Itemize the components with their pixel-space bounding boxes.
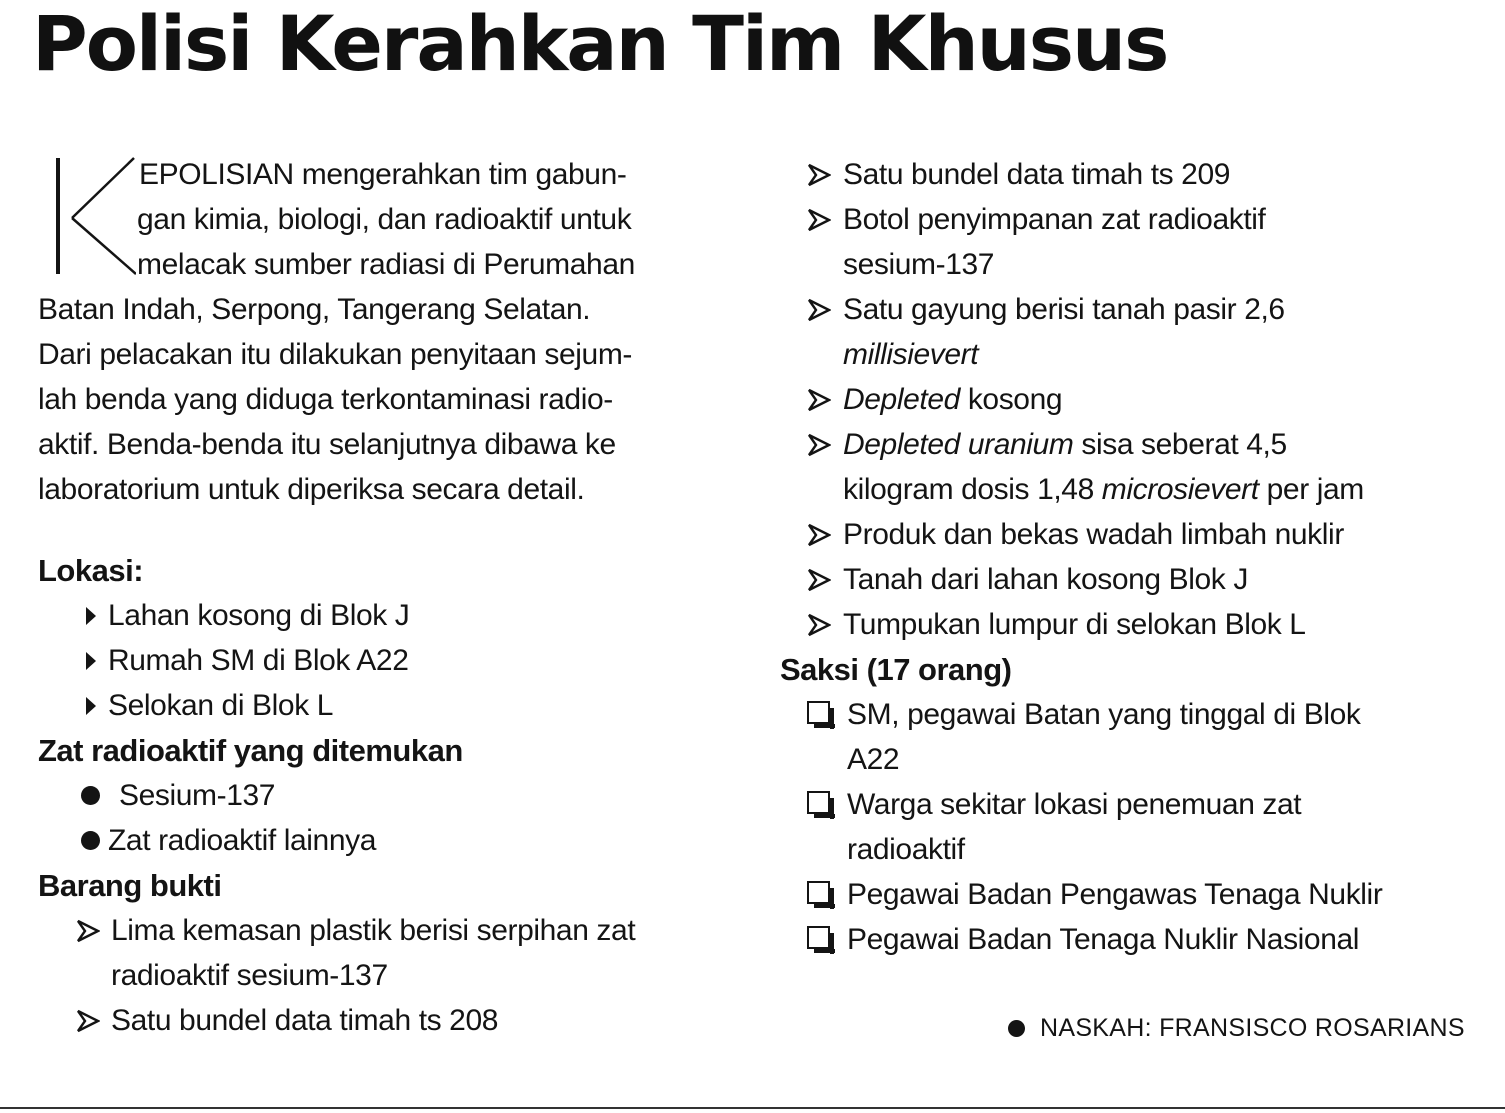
list-item [780,692,1480,782]
arrowhead-bullet-icon [807,208,831,232]
list-item [38,773,738,818]
arrowhead-bullet-icon [807,163,831,187]
item-text: Produk dan bekas wadah limbah nuklir [843,518,1344,551]
list-item [38,998,738,1043]
intro-line: aktif. Benda-benda itu selanjutnya dibawa ke [38,428,616,461]
intro-line: Batan Indah, Serpong, Tangerang Selatan. [38,293,591,326]
list-item [780,377,1480,422]
byline [1008,1014,1465,1043]
saksi-list [780,692,1480,962]
list-item [780,422,1480,512]
checkbox-bullet-icon [807,926,830,949]
bottom-rule [0,1107,1505,1109]
arrowhead-bullet-icon [807,433,831,457]
intro-line: gan kimia, biologi, dan radioaktif untuk [137,203,632,236]
item-text: Zat radioaktif lainnya [108,824,377,857]
intro-line: EPOLISIAN mengerahkan tim gabun- [139,158,627,191]
item-text: kosong [959,383,1063,416]
item-text-italic: millisievert [843,338,979,371]
zat-list [38,773,738,863]
arrowhead-bullet-icon [76,1009,100,1033]
item-text: Satu bundel data timah ts 209 [843,158,1231,191]
list-item [38,683,738,728]
checkbox-bullet-icon [807,791,830,814]
list-item [780,197,1480,287]
list-item [38,818,738,863]
intro-line: lah benda yang diduga terkontaminasi radio- [38,383,613,416]
list-item [780,602,1480,647]
item-text-italic: Depleted uranium [843,428,1074,461]
list-item [780,917,1480,962]
arrowhead-bullet-icon [807,568,831,592]
item-text: Lahan kosong di Blok J [108,599,410,632]
list-item [780,512,1480,557]
item-text: radioaktif [847,833,965,866]
arrowhead-bullet-icon [807,523,831,547]
item-text: Warga sekitar lokasi penemuan zat [847,788,1302,821]
lokasi-list [38,593,738,728]
list-item [780,152,1480,197]
item-text: sisa seberat 4,5 [1073,428,1287,461]
item-text: Pegawai Badan Tenaga Nuklir Nasional [847,923,1360,956]
byline-text: NASKAH: FRANSISCO ROSARIANS [1040,1014,1465,1042]
triangle-bullet-icon [86,697,96,715]
dropcap-block [38,152,738,287]
triangle-bullet-icon [86,652,96,670]
intro-line: melacak sumber radiasi di Perumahan [137,248,635,281]
item-text: Tanah dari lahan kosong Blok J [843,563,1248,596]
saksi-heading: Saksi (17 orang) [780,652,1012,687]
lokasi-heading: Lokasi: [38,553,144,588]
list-item [780,287,1480,377]
item-text: Tumpukan lumpur di selokan Blok L [843,608,1306,641]
checkbox-bullet-icon [807,701,830,724]
item-text: Lima kemasan plastik berisi serpihan zat [111,914,636,947]
list-item [780,782,1480,872]
item-text: sesium-137 [843,248,995,281]
intro-paragraph [38,152,738,512]
item-text: Botol penyimpanan zat radioaktif [843,203,1266,236]
item-text: SM, pegawai Batan yang tinggal di Blok [847,698,1361,731]
item-text: radioaktif sesium-137 [111,959,388,992]
item-text: Satu bundel data timah ts 208 [111,1004,499,1037]
zat-heading: Zat radioaktif yang ditemukan [38,733,463,768]
left-column [38,152,738,1043]
arrowhead-bullet-icon [807,298,831,322]
dropcap-k [46,154,136,276]
item-text: kilogram dosis 1,48 [843,473,1102,506]
list-item [38,593,738,638]
item-text: A22 [847,743,900,776]
checkbox-bullet-icon [807,881,830,904]
item-text: per jam [1258,473,1364,506]
item-text-italic: Depleted [843,383,960,416]
item-text: Selokan di Blok L [108,689,334,722]
barang-bukti-list-right [780,152,1480,647]
dot-bullet-icon [81,831,100,850]
item-text: Sesium-137 [119,779,276,812]
dot-bullet-icon [81,786,100,805]
arrowhead-bullet-icon [807,613,831,637]
barang-bukti-heading: Barang bukti [38,868,222,903]
arrowhead-bullet-icon [807,388,831,412]
item-text: Pegawai Badan Pengawas Tenaga Nuklir [847,878,1383,911]
list-item [780,872,1480,917]
item-text: Satu gayung berisi tanah pasir 2,6 [843,293,1285,326]
headline: Polisi Kerahkan Tim Khusus [32,0,1168,88]
item-text: Rumah SM di Blok A22 [108,644,409,677]
intro-line: laboratorium untuk diperiksa secara detail. [38,473,585,506]
intro-line: Dari pelacakan itu dilakukan penyitaan sejum- [38,338,633,371]
triangle-bullet-icon [86,607,96,625]
item-text-italic: microsievert [1101,473,1259,506]
list-item [38,908,738,998]
barang-bukti-list-left [38,908,738,1043]
right-column [780,152,1480,962]
list-item [38,638,738,683]
list-item [780,557,1480,602]
byline-dot-icon [1008,1020,1025,1037]
arrowhead-bullet-icon [76,919,100,943]
